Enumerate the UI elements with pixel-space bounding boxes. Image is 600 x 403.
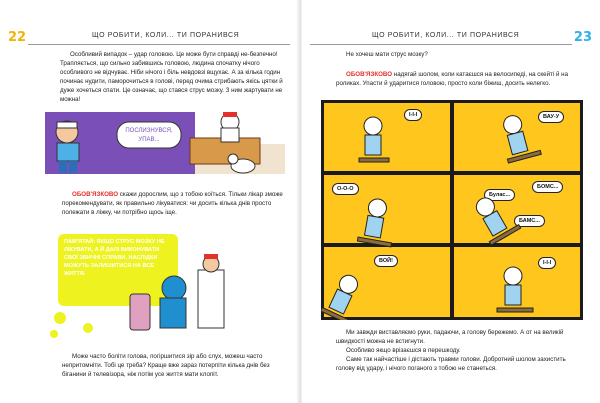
memo-text (64, 238, 174, 278)
header-rule-left (28, 44, 290, 45)
bottom-text-right-1: Ми завжди виставляємо руки, падаючи, а голову бережемо. А от на великій швидкості можна не встигнути. (336, 329, 564, 346)
bubble-6: БАМС... (514, 215, 545, 227)
comic-strip (321, 100, 583, 320)
bubble-3: О-О-О (332, 183, 359, 195)
obov-highlight-right: ОБОВ'ЯЗКОВО (346, 71, 393, 78)
question-text: Не хочеш мати струс мозку? (346, 51, 428, 58)
running-head-left: ЩО РОБИТИ, КОЛИ... ТИ ПОРАНИВСЯ (92, 32, 240, 39)
intro-text: Особливий випадок – удар головою. Це може бути справді не-безпечно! Трапляється, що сильно забившись головою, людина спочатку нічого особливого не відчуває. Ніби нічого і біль невдовзі вщухає. А за кілька годин починає нудити, паморочиться в голові, перед очима стрибають якісь цятки й дуже хочеться спати. Це означає, що стався струс мозку. З ним жартувати не можна! (60, 51, 283, 104)
bottom-text-right-3: Саме так найчастіше і дістають травми голови. Добротний шолом захистить голову від удару, і нічого поганого з тобою не станеться. (336, 356, 566, 373)
bottom-text-left: Може часто боліти голова, погіршитися зір або слух, можеш часто непритомніти. Тобі це треба? Краще вже зараз потерпіти кілька днів без біганини й телевізора, ніж потім усе життя мати клопіт. (62, 353, 270, 379)
bubble-7: ВОЙ! (374, 255, 398, 267)
bubble-line-2: УПАВ... (138, 137, 160, 143)
bubble-8: І-І-І (538, 257, 556, 269)
paragraph-2 (62, 190, 288, 217)
intro-paragraph (60, 50, 288, 105)
obov-highlight-left: ОБОВ'ЯЗКОВО (72, 191, 119, 198)
bubble-line-1: ПОСЛИЗНУВСЯ, (125, 128, 173, 134)
right-page (302, 0, 600, 403)
bottom-paragraphs-right (336, 328, 576, 373)
doctor-illustration (45, 104, 285, 176)
bubble-2: ВАУ-У (538, 111, 564, 123)
comic-characters (321, 100, 583, 320)
bottom-paragraph-left (62, 352, 288, 379)
bottom-text-right-2: Особливо якщо врізаєшся в перешкоду. (346, 347, 461, 355)
bubble-4: Булас... (484, 189, 515, 201)
question-line (336, 50, 576, 59)
page-number-right: 23 (573, 30, 592, 45)
paragraph-2-text: скажи дорослим, що з тобою коїться. Тільки лікар зможе порекомендувати, як правильно лікуватися: чи досить кілька днів просто полежати в ліжку, чи потрібно щось іще. (62, 191, 283, 217)
memo-text-body: ПАМ'ЯТАЙ: ЯКЩО СТРУС МОЗКУ НЕ ЛІКУВАТИ, А Й ДАЛІ ВИКОНУВАТИ СВОЇ ЗВИЧНІ СПРАВИ, НАСЛІДКИ МОЖУТЬ ЗАЛИШИТИСЯ НА ВСЕ ЖИТТЯ. (64, 239, 165, 277)
helmet-paragraph (336, 70, 576, 88)
running-head-right: ЩО РОБИТИ, КОЛИ... ТИ ПОРАНИВСЯ (372, 32, 520, 39)
page-number-left: 22 (8, 30, 27, 45)
header-rule-right (310, 44, 572, 45)
bubble-1: І-І-І (404, 109, 422, 121)
helmet-text: надягай шолом, коли катаєшся на велосипеді, на скейті й на роликах. Упасти й ударитися головою, просто коли біжиш, досить нелегко. (336, 71, 569, 88)
bubble-5: БОМС... (532, 181, 563, 193)
left-page (0, 0, 298, 403)
